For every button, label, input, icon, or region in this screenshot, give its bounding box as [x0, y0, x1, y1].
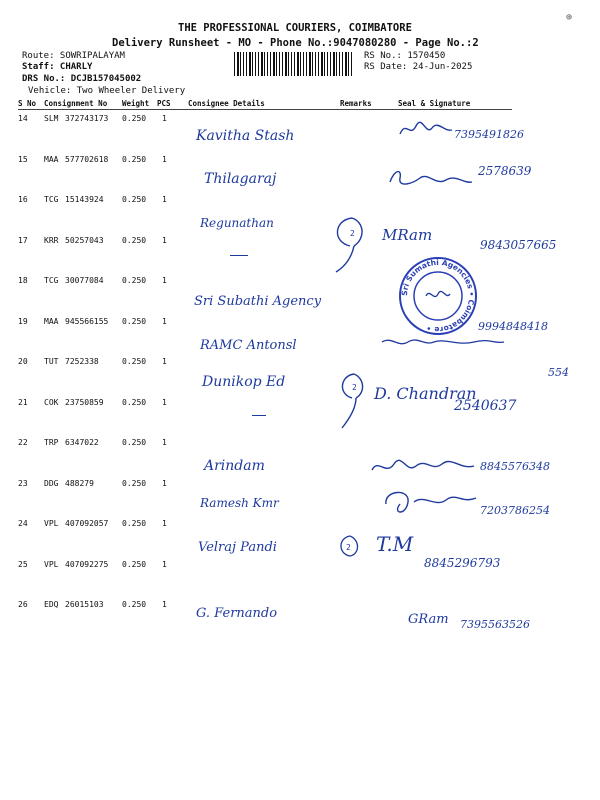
- handwritten-name: Dunikop Ed: [202, 374, 286, 390]
- vehicle-label: Vehicle: Two Wheeler Delivery: [28, 86, 186, 96]
- row-consignment-no: 372743173: [65, 114, 109, 123]
- row-weight: 0.250: [122, 235, 147, 245]
- row-prefix: COK: [44, 397, 59, 407]
- svg-text:Sri Sumathi Agencies • Coimbat: Sri Sumathi Agencies • Coimbatore •: [399, 257, 477, 335]
- signature-24: [380, 484, 480, 518]
- handwritten-phone: 7395563526: [460, 618, 530, 631]
- rs-number: RS No.: 1570450: [364, 51, 446, 61]
- company-title: THE PROFESSIONAL COURIERS, COIMBATORE: [178, 22, 412, 34]
- col-pcs: PCS: [157, 99, 171, 108]
- row-pcs: 1: [162, 519, 167, 528]
- barcode: [234, 52, 354, 76]
- row-prefix: TRP: [44, 438, 59, 447]
- row-pcs: 1: [162, 478, 167, 488]
- handwritten-name: Ramesh Kmr: [200, 496, 279, 510]
- row-sno: 19: [18, 316, 28, 326]
- row-weight: 0.250: [122, 276, 147, 285]
- route-label: Route: SOWRIPALAYAM: [22, 51, 125, 61]
- row-prefix: EDQ: [44, 600, 59, 609]
- row-weight: 0.250: [122, 114, 147, 123]
- runsheet-title: Delivery Runsheet - MO - Phone No.:9047080280 - Page No.:2: [112, 37, 479, 49]
- signature-15: [386, 164, 476, 190]
- handwritten-name: Sri Subathi Agency: [194, 294, 322, 309]
- row-pcs: 1: [162, 114, 167, 123]
- row-consignment-no: 407092275: [65, 559, 109, 569]
- row-prefix: TCG: [44, 276, 59, 285]
- rs-date: RS Date: 24-Jun-2025: [364, 62, 473, 72]
- handwritten-phone: 2540637: [454, 398, 517, 414]
- svg-text:2: 2: [350, 229, 355, 238]
- handwritten-name: Kavitha Stash: [196, 128, 295, 144]
- row-consignment-no: 945566155: [65, 316, 109, 326]
- row-prefix: MAA: [44, 154, 59, 164]
- row-prefix: SLM: [44, 114, 59, 123]
- handwritten-signature: D. Chandran: [374, 384, 477, 403]
- row-prefix: VPL: [44, 559, 59, 569]
- row-sno: 26: [18, 600, 28, 609]
- row-weight: 0.250: [122, 316, 147, 326]
- row-weight: 0.250: [122, 357, 147, 366]
- corner-mark: ⊕: [566, 12, 573, 23]
- handwritten-phone: 9994848418: [478, 320, 548, 333]
- row-pcs: 1: [162, 316, 167, 326]
- svg-text:2: 2: [352, 383, 357, 392]
- row-pcs: 1: [162, 235, 167, 245]
- row-sno: 15: [18, 154, 28, 164]
- row-weight: 0.250: [122, 519, 147, 528]
- row-weight: 0.250: [122, 195, 147, 204]
- row-prefix: TUT: [44, 357, 59, 366]
- row-weight: 0.250: [122, 397, 147, 407]
- row-sno: 18: [18, 276, 28, 285]
- handwritten-signature: MRam: [382, 226, 433, 244]
- handwritten-name: Velraj Pandi: [198, 540, 277, 555]
- handwritten-phone: 8845576348: [480, 460, 550, 473]
- dash-mark: [252, 415, 266, 416]
- row-sno: 21: [18, 397, 28, 407]
- initial-mark: [334, 532, 364, 562]
- handwritten-name: G. Fernando: [196, 606, 278, 621]
- svg-text:2: 2: [346, 543, 351, 552]
- row-sno: 16: [18, 195, 28, 204]
- signature-19: [378, 334, 508, 350]
- row-consignment-no: 407092057: [65, 519, 109, 528]
- handwritten-phone: 9843057665: [480, 238, 557, 252]
- row-weight: 0.250: [122, 478, 147, 488]
- handwritten-name: Regunathan: [200, 216, 274, 230]
- row-consignment-no: 15143924: [65, 195, 104, 204]
- handwritten-phone: 554: [548, 366, 569, 379]
- row-consignment-no: 488279: [65, 478, 94, 488]
- row-prefix: KRR: [44, 235, 59, 245]
- row-weight: 0.250: [122, 600, 147, 609]
- handwritten-phone: 2578639: [478, 164, 532, 178]
- row-consignment-no: 50257043: [65, 235, 104, 245]
- row-consignment-no: 6347022: [65, 438, 99, 447]
- row-sno: 23: [18, 478, 28, 488]
- col-seal: Seal & Signature: [398, 99, 471, 108]
- row-pcs: 1: [162, 276, 167, 285]
- handwritten-signature: GRam: [408, 612, 449, 627]
- row-consignment-no: 23750859: [65, 397, 104, 407]
- row-weight: 0.250: [122, 559, 147, 569]
- staff-label: Staff: CHARLY: [22, 62, 93, 72]
- col-weight: Weight: [122, 99, 150, 108]
- handwritten-phone: 7203786254: [480, 504, 550, 517]
- row-consignment-no: 577702618: [65, 154, 109, 164]
- row-sno: 22: [18, 438, 28, 447]
- col-consignee: Consignee Details: [188, 99, 265, 108]
- row-pcs: 1: [162, 195, 167, 204]
- initial-mark: [328, 212, 374, 276]
- row-pcs: 1: [162, 559, 167, 569]
- row-prefix: DDG: [44, 478, 59, 488]
- row-weight: 0.250: [122, 154, 147, 164]
- row-sno: 17: [18, 235, 28, 245]
- row-prefix: TCG: [44, 195, 59, 204]
- row-sno: 14: [18, 114, 28, 123]
- row-sno: 25: [18, 559, 28, 569]
- drs-label: DRS No.: DCJB157045002: [22, 74, 142, 84]
- row-weight: 0.250: [122, 438, 147, 447]
- initial-mark: [334, 366, 374, 432]
- handwritten-name: Arindam: [204, 458, 265, 474]
- handwritten-signature: T.M: [376, 532, 414, 556]
- row-consignment-no: 7252338: [65, 357, 99, 366]
- signature-23: [368, 456, 478, 478]
- row-pcs: 1: [162, 154, 167, 164]
- col-sno: S No: [18, 99, 37, 108]
- row-consignment-no: 30077084: [65, 276, 104, 285]
- handwritten-name: RAMC Antonsl: [200, 338, 297, 353]
- row-sno: 20: [18, 357, 28, 366]
- row-sno: 24: [18, 519, 28, 528]
- dash-mark: [230, 255, 248, 256]
- row-pcs: 1: [162, 357, 167, 366]
- row-pcs: 1: [162, 438, 167, 447]
- agency-stamp: [398, 256, 478, 336]
- row-consignment-no: 26015103: [65, 600, 104, 609]
- handwritten-phone: 8845296793: [424, 556, 501, 570]
- signature-14: [396, 118, 456, 142]
- col-consignment: Consignment No: [44, 99, 108, 108]
- header-rule: [18, 109, 512, 110]
- row-prefix: MAA: [44, 316, 59, 326]
- col-remarks: Remarks: [340, 99, 372, 108]
- handwritten-phone: 7395491826: [454, 128, 524, 141]
- handwritten-name: Thilagaraj: [204, 171, 277, 187]
- row-prefix: VPL: [44, 519, 59, 528]
- row-pcs: 1: [162, 397, 167, 407]
- row-pcs: 1: [162, 600, 167, 609]
